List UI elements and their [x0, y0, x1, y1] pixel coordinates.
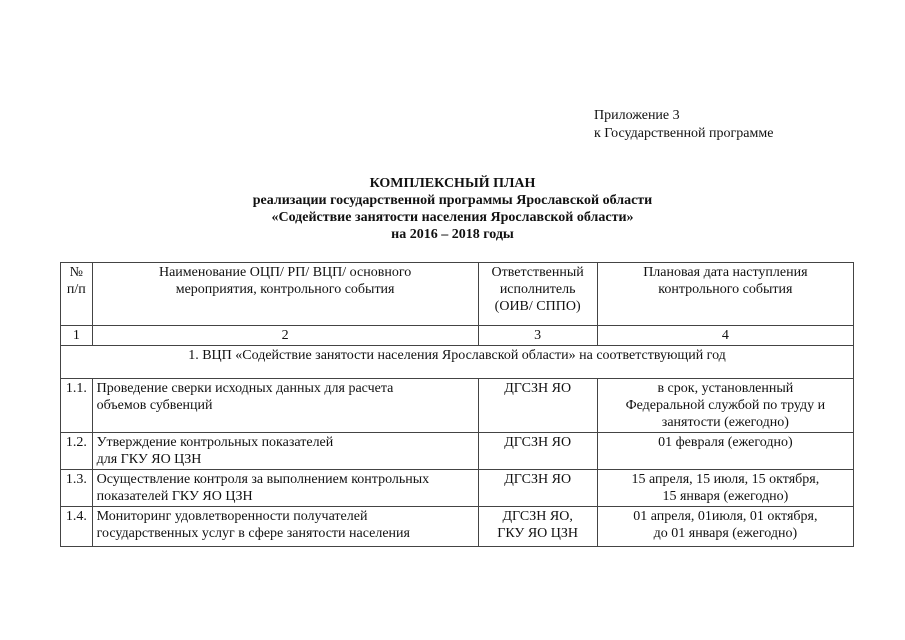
header-name-line: Наименование ОЦП/ РП/ ВЦП/ основного: [158, 265, 412, 280]
appendix-line-1: Приложение 3: [594, 108, 680, 123]
column-number: 2: [92, 326, 478, 346]
row-executor-line: ДГСЗН ЯО: [504, 435, 572, 450]
document-title: [0, 175, 905, 243]
row-name-line: Мониторинг удовлетворенности получателей: [96, 509, 368, 524]
header-num-line: №: [69, 265, 83, 280]
column-number: 3: [478, 326, 597, 346]
plan-table: [60, 262, 854, 547]
header-name-line: мероприятия, контрольного события: [175, 282, 395, 297]
header-executor: [478, 263, 597, 326]
section-row: [61, 346, 854, 379]
row-name: [92, 379, 478, 433]
row-date-line: занятости (ежегодно): [661, 415, 789, 430]
header-num: [61, 263, 93, 326]
row-name-line: Проведение сверки исходных данных для расчета: [96, 381, 394, 396]
row-num: 1.1.: [61, 379, 93, 433]
column-number-row: [61, 326, 854, 346]
row-executor: [478, 433, 597, 470]
column-number: 1: [61, 326, 93, 346]
row-name-line: Осуществление контроля за выполнением контрольных: [96, 472, 430, 487]
row-name: [92, 470, 478, 507]
table-row: [61, 470, 854, 507]
row-name-line: объемов субвенций: [96, 398, 213, 413]
column-number: 4: [597, 326, 853, 346]
row-num: 1.4.: [61, 507, 93, 547]
header-executor-line: Ответственный: [491, 265, 584, 280]
header-executor-line: исполнитель: [499, 282, 576, 297]
row-num: 1.2.: [61, 433, 93, 470]
title-line-3: «Содействие занятости населения Ярославской области»: [271, 210, 634, 225]
header-name: [92, 263, 478, 326]
row-date-line: 15 апреля, 15 июля, 15 октября,: [631, 472, 820, 487]
header-date-line: Плановая дата наступления: [643, 265, 808, 280]
table-header-row: [61, 263, 854, 326]
row-executor: [478, 470, 597, 507]
table-row: [61, 507, 854, 547]
row-name-line: показателей ГКУ ЯО ЦЗН: [96, 489, 253, 504]
row-date-line: 01 апреля, 01июля, 01 октября,: [633, 509, 818, 524]
title-line-4: на 2016 – 2018 годы: [391, 227, 514, 242]
appendix-note: [594, 107, 773, 143]
title-line-1: КОМПЛЕКСНЫЙ ПЛАН: [369, 176, 536, 191]
row-date-line: до 01 января (ежегодно): [653, 526, 798, 541]
row-date: [597, 470, 853, 507]
row-executor-line: ДГСЗН ЯО: [504, 472, 572, 487]
row-num: 1.3.: [61, 470, 93, 507]
header-num-line: п/п: [66, 282, 86, 297]
row-name-line: для ГКУ ЯО ЦЗН: [96, 452, 202, 467]
table-row: [61, 379, 854, 433]
row-name-line: государственных услуг в сфере занятости населения: [96, 526, 410, 541]
header-date: [597, 263, 853, 326]
row-name-line: Утверждение контрольных показателей: [96, 435, 334, 450]
appendix-line-2: к Государственной программе: [594, 126, 774, 141]
row-date-line: Федеральной службой по труду и: [625, 398, 826, 413]
row-executor-line: ДГСЗН ЯО: [504, 381, 572, 396]
row-date-line: в срок, установленный: [657, 381, 794, 396]
row-date: [597, 379, 853, 433]
header-date-line: контрольного события: [658, 282, 793, 297]
header-executor-line: (ОИВ/ СППО): [494, 299, 581, 314]
row-executor-line: ГКУ ЯО ЦЗН: [497, 526, 579, 541]
row-date-line: 15 января (ежегодно): [662, 489, 789, 504]
section-title: 1. ВЦП «Содействие занятости населения Ярославской области» на соответствующий год: [61, 346, 854, 379]
table-row: [61, 433, 854, 470]
row-executor-line: ДГСЗН ЯО,: [502, 509, 573, 524]
row-date: [597, 507, 853, 547]
row-name: [92, 507, 478, 547]
row-date-line: 01 февраля (ежегодно): [658, 435, 793, 450]
row-executor: [478, 379, 597, 433]
row-date: [597, 433, 853, 470]
title-line-2: реализации государственной программы Ярославской области: [252, 193, 653, 208]
row-name: [92, 433, 478, 470]
row-executor: [478, 507, 597, 547]
